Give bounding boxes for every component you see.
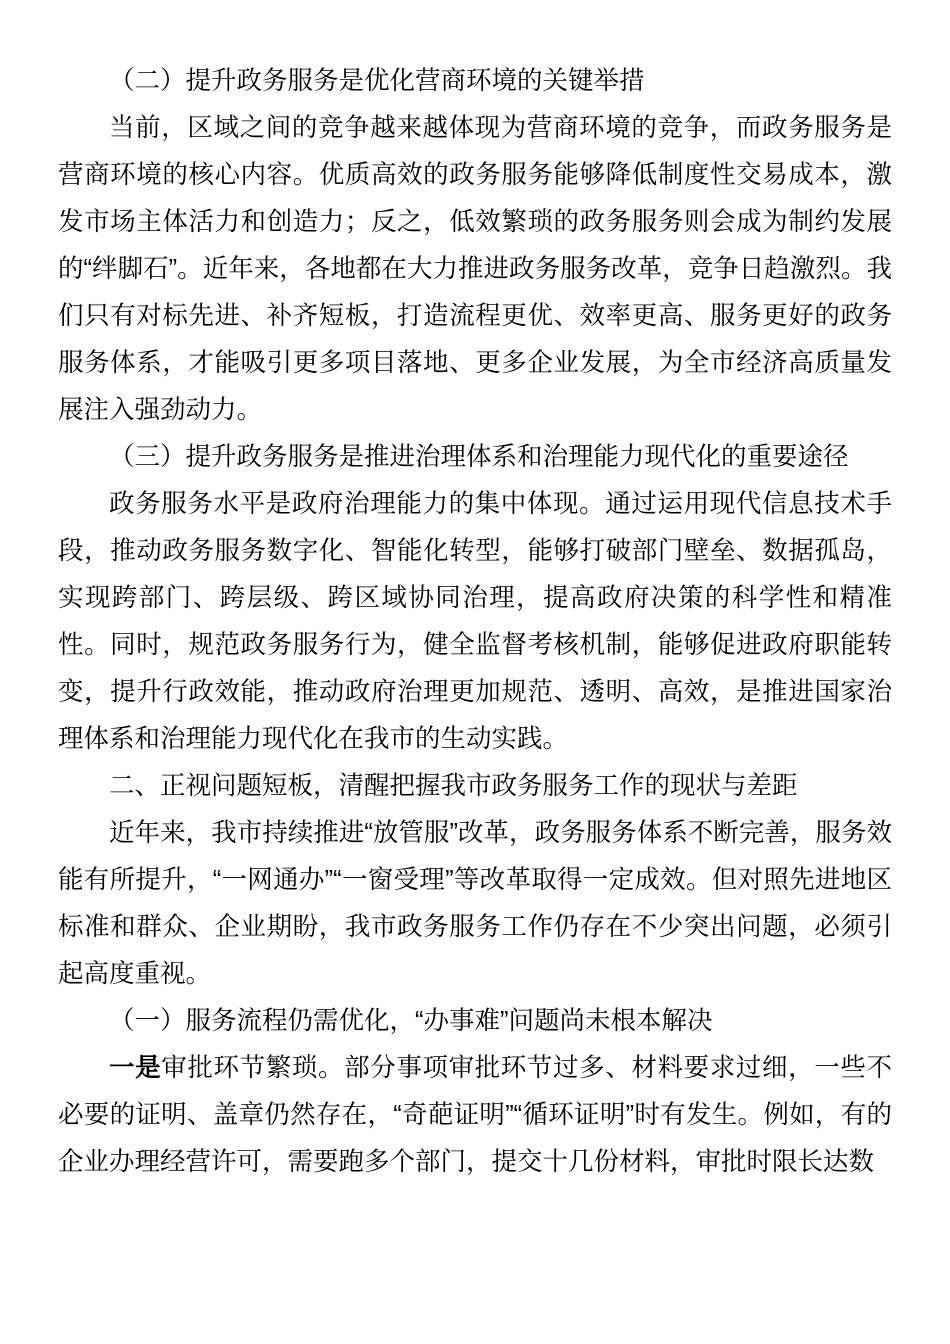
heading-subsection-yi: （一）服务流程仍需优化，“办事难”问题尚未根本解决 bbox=[109, 1007, 713, 1035]
paragraph-san-1: 政务服务水平是政府治理能力的集中体现。通过运用现代信息技术手段，推动政务服务数字化、智能化转型，能够打破部门壁垒、数据孤岛，实现跨部门、跨层级、跨区域协同治理，提高政府决策的科学性和精准性。同时，规范政务服务行为，健全监督考核机制，能够促进政府职能转变，提升行政效能，推动政府治理更加规范、透明、高效，是推进国家治理体系和治理能力现代化在我市的生动实践。 bbox=[58, 490, 892, 753]
paragraph-yishi-text: 审批环节繁琐。部分事项审批环节过多、材料要求过细，一些不必要的证明、盖章仍然存在，“奇葩证明”“循环证明”时有发生。例如，有的企业办理经营许可，需要跑多个部门，提交十几份材料，审批时限长达数 bbox=[58, 1054, 892, 1176]
paragraph-section-two-1: 近年来，我市持续推进“放管服”改革，政务服务体系不断完善，服务效能有所提升，“一网通办”“一窗受理”等改革取得一定成效。但对照先进地区标准和群众、企业期盼，我市政务服务工作仍存在不少突出问题，必须引起高度重视。 bbox=[58, 819, 892, 988]
heading-section-two: 二、正视问题短板，清醒把握我市政务服务工作的现状与差距 bbox=[109, 772, 798, 800]
bold-lead-marker: 一是 bbox=[109, 1054, 162, 1082]
heading-section-san: （三）提升政务服务是推进治理体系和治理能力现代化的重要途径 bbox=[109, 443, 849, 471]
heading-section-er: （二）提升政务服务是优化营商环境的关键举措 bbox=[109, 67, 645, 95]
document-body bbox=[58, 58, 892, 1186]
paragraph-er-1: 当前，区域之间的竞争越来越体现为营商环境的竞争，而政务服务是营商环境的核心内容。优质高效的政务服务能够降低制度性交易成本，激发市场主体活力和创造力；反之，低效繁琐的政务服务则会成为制约发展的“绊脚石”。近年来，各地都在大力推进政务服务改革，竞争日趋激烈。我们只有对标先进、补齐短板，打造流程更优、效率更高、服务更好的政务服务体系，才能吸引更多项目落地、更多企业发展，为全市经济高质量发展注入强劲动力。 bbox=[58, 114, 892, 424]
paragraph-yishi bbox=[58, 1045, 892, 1186]
